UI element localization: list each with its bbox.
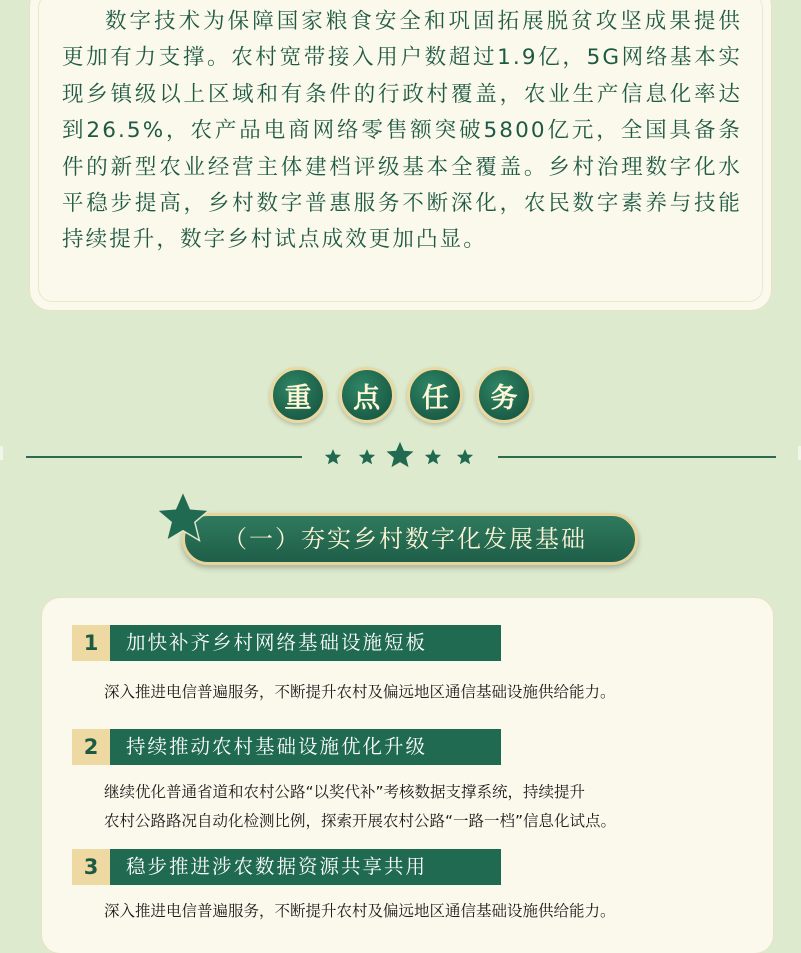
star-icon: [424, 448, 442, 466]
subsection-banner: [182, 513, 638, 565]
task-header-2: [72, 729, 501, 765]
divider-right: [498, 456, 776, 458]
task-header-3: [72, 849, 501, 885]
intro-paragraph: 数字技术为保障国家粮食安全和巩固拓展脱贫攻坚成果提供更加有力支撑。农村宽带接入用户数超过1.9亿，5G网络基本实现乡镇级以上区域和有条件的行政村覆盖，农业生产信息化率达到26.5%，农产品电商网络零售额突破5800亿元，全国具备条件的新型农业经营主体建档评级基本全覆盖。乡村治理数字化水平稳步提高，乡村数字普惠服务不断深化，农民数字素养与技能持续提升，数字乡村试点成效更加凸显。: [62, 9, 742, 253]
star-icon: [358, 448, 376, 466]
task-description: 深入推进电信普遍服务，不断提升农村及偏远地区通信基础设施供给能力。: [104, 902, 616, 920]
star-icon: [324, 448, 342, 466]
task-header-1: [72, 625, 501, 661]
divider-left: [26, 456, 302, 458]
task-description: 深入推进电信普遍服务，不断提升农村及偏远地区通信基础设施供给能力。: [104, 683, 616, 701]
task-title: 持续推动农村基础设施优化升级: [110, 729, 501, 765]
edge-mark-left: [0, 446, 3, 460]
task-number: 1: [72, 625, 110, 661]
section-title-char: 点: [339, 367, 395, 423]
star-icon: [385, 440, 415, 470]
task-title: 稳步推进涉农数据资源共享共用: [110, 849, 501, 885]
star-icon: [456, 448, 474, 466]
task-title: 加快补齐乡村网络基础设施短板: [110, 625, 501, 661]
task-description-line: 继续优化普通省道和农村公路“以奖代补”考核数据支撑系统，持续提升: [104, 783, 586, 801]
section-title-char: 务: [476, 367, 532, 423]
subsection-title: （一）夯实乡村数字化发展基础: [223, 525, 587, 553]
section-title: [270, 367, 532, 423]
star-row: [322, 438, 478, 474]
section-title-char: 重: [270, 367, 326, 423]
section-title-char: 任: [407, 367, 463, 423]
task-description-line: 农村公路路况自动化检测比例，探索开展农村公路“一路一档”信息化试点。: [104, 812, 617, 830]
task-number: 2: [72, 729, 110, 765]
star-icon: [154, 488, 212, 546]
task-number: 3: [72, 849, 110, 885]
